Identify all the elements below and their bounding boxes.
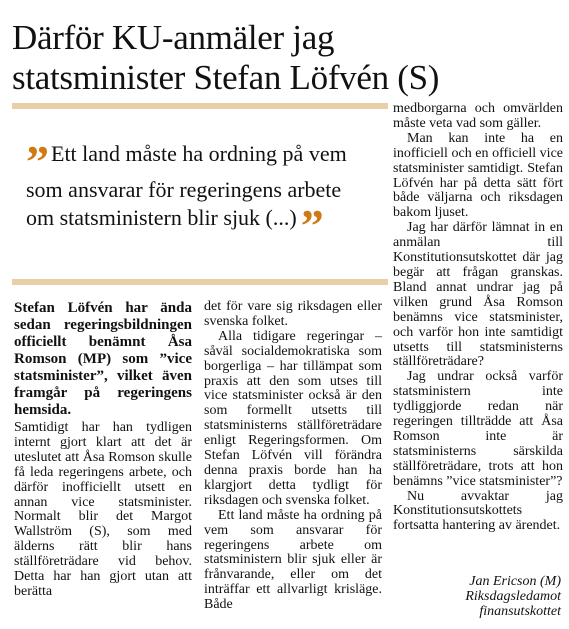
- article-paragraph: Nu avvaktar jag Konstitutionsutskottets fortsatta hantering av ärendet.: [393, 488, 563, 534]
- author-role: Riksdagsledamot: [465, 589, 561, 604]
- article-paragraph: Jag har därför lämnat in en anmälan till Konstitutionsutskottet där jag begär att frågan granskas. Bland annat undrar jag på vilken grund Åsa Romson benämns vice statsminister, och varför hon inte samtidigt utsetts till statsministerns ställföreträdare?: [393, 220, 563, 370]
- pullquote-text-3: om statsministern blir sjuk (...): [26, 205, 297, 230]
- article-column-1: [14, 300, 192, 600]
- pullquote-line-2: som ansvarar för regeringens arbete: [26, 177, 342, 202]
- pullquote-top-rule: [12, 103, 388, 109]
- close-quote-mark: ”: [300, 200, 320, 251]
- pullquote-text-1: Ett land måste ha ordning på vem: [51, 141, 347, 166]
- article-paragraph: det för vare sig riksdagen eller svenska folket.: [204, 299, 382, 329]
- author-committee: finansutskottet: [479, 604, 561, 619]
- article-paragraph: Man kan inte ha en inofficiell och en officiell vice statsminister samtidigt. Stefan Löfvén har på detta sätt fört både väljarna och riksdagen bakom ljuset.: [393, 130, 563, 221]
- pullquote: [26, 136, 386, 251]
- article-paragraph: Samtidigt har han tydligen internt gjort klart att det är uteslutet att Åsa Romson skulle få leda regeringens arbete, och därför inofficiellt utsett en annan vice statsminister. Normalt blir det Margot Wallström (S), som med älderns rätt blir hans ställföreträdare vid behov. Detta har han gjort utan att berätta: [14, 420, 192, 599]
- article-column-3: [393, 102, 563, 534]
- author-name: Jan Ericson (M): [469, 574, 561, 589]
- open-quote-mark: ”: [26, 136, 45, 187]
- headline: [12, 18, 440, 98]
- pullquote-line-1: [26, 136, 386, 187]
- pullquote-line-3: [26, 200, 386, 251]
- article-paragraph: Jag undrar också varför statsministern inte tydliggjorde redan när regeringen tillträdde att Åsa Romson inte är statsministerns särskilda ställföreträdare, trots att hon benämns ”vice statsminister”?: [393, 369, 563, 489]
- article-lead: Stefan Löfvén har ända sedan regeringsbildningen officiellt benämnt Åsa Romson (MP) som ”vice statsminister”, vilket även framgår på regeringens hemsida.: [14, 300, 192, 418]
- headline-line-1: Därför KU-anmäler jag: [12, 18, 335, 57]
- author-signature: [393, 574, 561, 619]
- article-paragraph: medborgarna och omvärlden måste veta vad som gäller.: [393, 101, 563, 131]
- headline-line-2: statsminister Stefan Löfvén (S): [12, 58, 440, 97]
- article-paragraph: Alla tidigare regeringar – såväl socialdemokratiska som borgerliga – har tillämpat som praxis att den som utses till vice statsminister också är den som formellt utsetts till statsministerns ställföreträdare enligt Regeringsformen. Om Stefan Löfvén vill förändra denna praxis borde han ha klargjort detta tydligt för riksdagen och svenska folket.: [204, 328, 382, 508]
- pullquote-bottom-rule: [12, 279, 388, 285]
- article-paragraph: Ett land måste ha ordning på vem som ansvarar för regeringens arbete om statsministern blir sjuk eller är frånvarande, eller om det inträffar ett allvarligt krisläge. Både: [204, 507, 382, 613]
- article-column-2: [204, 300, 382, 613]
